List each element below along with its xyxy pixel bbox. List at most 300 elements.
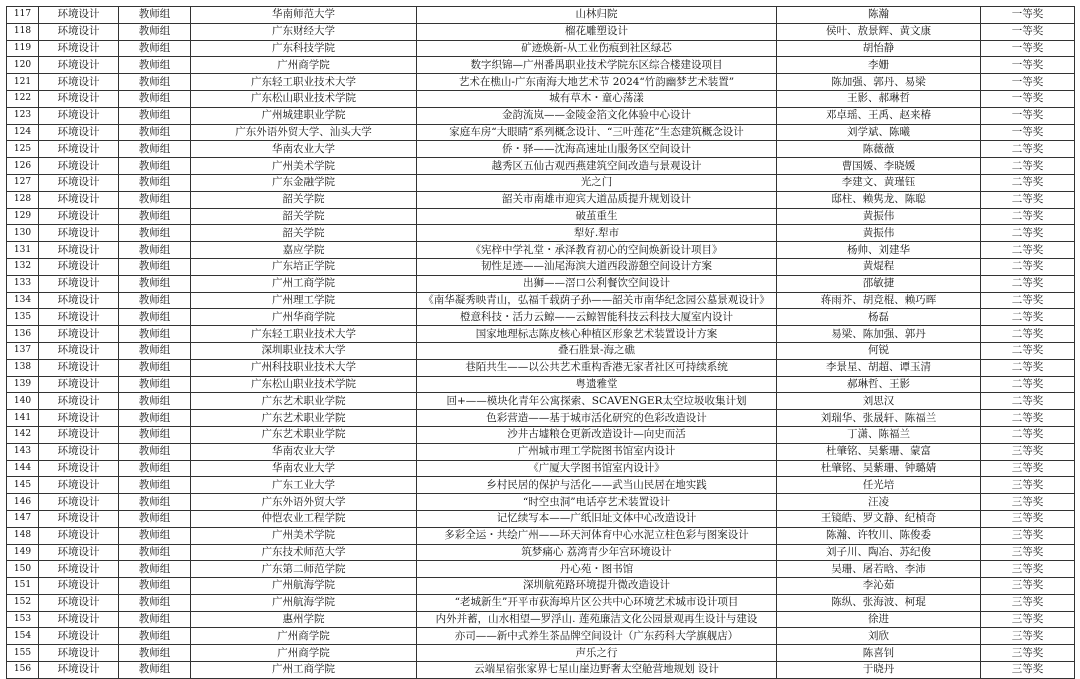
award-cell: 二等奖 (981, 242, 1075, 259)
group-cell: 教师组 (119, 141, 191, 158)
table-row (7, 124, 1075, 141)
group-cell: 教师组 (119, 611, 191, 628)
row-number: 135 (7, 309, 39, 326)
group-cell: 教师组 (119, 359, 191, 376)
group-cell: 教师组 (119, 510, 191, 527)
work-title-cell: 乡村民居的保护与活化——武当山民居在地实践 (417, 477, 777, 494)
work-title-cell: 光之门 (417, 174, 777, 191)
school-cell: 广东金融学院 (191, 174, 417, 191)
category-cell: 环境设计 (39, 477, 119, 494)
authors-cell: 易梁、陈加强、郭丹 (777, 326, 981, 343)
group-cell: 教师组 (119, 326, 191, 343)
row-number: 136 (7, 326, 39, 343)
authors-cell: 郝琳哲、王影 (777, 376, 981, 393)
group-cell: 教师组 (119, 174, 191, 191)
school-cell: 广东艺术职业学院 (191, 410, 417, 427)
row-number: 117 (7, 7, 39, 24)
group-cell: 教师组 (119, 460, 191, 477)
row-number: 141 (7, 410, 39, 427)
table-row (7, 40, 1075, 57)
work-title-cell: 亦司——新中式养生茶品牌空间设计（广东药科大学旗舰店） (417, 628, 777, 645)
school-cell: 广州理工学院 (191, 292, 417, 309)
authors-cell: 刘学斌、陈曦 (777, 124, 981, 141)
school-cell: 广东轻工职业技术大学 (191, 74, 417, 91)
row-number: 132 (7, 258, 39, 275)
work-title-cell: 出狮——滘口公利餐饮空间设计 (417, 275, 777, 292)
authors-cell: 杜肇铭、吴紫珊、钟璐婧 (777, 460, 981, 477)
school-cell: 广州科技职业技术大学 (191, 359, 417, 376)
group-cell: 教师组 (119, 107, 191, 124)
category-cell: 环境设计 (39, 494, 119, 511)
authors-cell: 王镜皓、罗文静、纪楨奇 (777, 510, 981, 527)
school-cell: 华南农业大学 (191, 460, 417, 477)
school-cell: 惠州学院 (191, 611, 417, 628)
group-cell: 教师组 (119, 74, 191, 91)
table-row (7, 611, 1075, 628)
award-cell: 三等奖 (981, 561, 1075, 578)
table-row (7, 477, 1075, 494)
authors-cell: 陈瀚、许牧川、陈俊委 (777, 527, 981, 544)
work-title-cell: 叠石胜景-海之礁 (417, 342, 777, 359)
award-cell: 二等奖 (981, 410, 1075, 427)
authors-cell: 黄振伟 (777, 225, 981, 242)
row-number: 150 (7, 561, 39, 578)
award-cell: 二等奖 (981, 158, 1075, 175)
table-row (7, 393, 1075, 410)
category-cell: 环境设计 (39, 292, 119, 309)
work-title-cell: 金韵流岚——金陵金箔文化体验中心设计 (417, 107, 777, 124)
authors-cell: 刘思汉 (777, 393, 981, 410)
row-number: 125 (7, 141, 39, 158)
table-row (7, 258, 1075, 275)
category-cell: 环境设计 (39, 258, 119, 275)
work-title-cell: 艺术在樵山-广东南海大地艺术节 2024“竹韵幽梦艺术装置” (417, 74, 777, 91)
category-cell: 环境设计 (39, 7, 119, 24)
award-cell: 三等奖 (981, 544, 1075, 561)
award-cell: 一等奖 (981, 7, 1075, 24)
category-cell: 环境设计 (39, 393, 119, 410)
school-cell: 广州美术学院 (191, 158, 417, 175)
table-row (7, 242, 1075, 259)
work-title-cell: 山林归院 (417, 7, 777, 24)
award-cell: 二等奖 (981, 208, 1075, 225)
award-cell: 二等奖 (981, 275, 1075, 292)
table-row (7, 342, 1075, 359)
work-title-cell: 韶关市南雄市迎宾大道品质提升规划设计 (417, 191, 777, 208)
category-cell: 环境设计 (39, 107, 119, 124)
group-cell: 教师组 (119, 275, 191, 292)
row-number: 153 (7, 611, 39, 628)
row-number: 144 (7, 460, 39, 477)
awards-table (6, 6, 1075, 679)
row-number: 146 (7, 494, 39, 511)
award-cell: 三等奖 (981, 460, 1075, 477)
school-cell: 仲恺农业工程学院 (191, 510, 417, 527)
table-row (7, 494, 1075, 511)
award-cell: 一等奖 (981, 40, 1075, 57)
category-cell: 环境设计 (39, 376, 119, 393)
table-row (7, 628, 1075, 645)
authors-cell: 刘欣 (777, 628, 981, 645)
authors-cell: 侯叶、敖景辉、黄文康 (777, 23, 981, 40)
row-number: 138 (7, 359, 39, 376)
authors-cell: 李景星、胡超、谭玉清 (777, 359, 981, 376)
group-cell: 教师组 (119, 208, 191, 225)
school-cell: 广州航海学院 (191, 578, 417, 595)
school-cell: 嘉应学院 (191, 242, 417, 259)
category-cell: 环境设计 (39, 628, 119, 645)
school-cell: 广州商学院 (191, 57, 417, 74)
row-number: 143 (7, 443, 39, 460)
row-number: 154 (7, 628, 39, 645)
award-cell: 三等奖 (981, 494, 1075, 511)
row-number: 137 (7, 342, 39, 359)
work-title-cell: 巷陌共生——以公共艺术重构香港无家者社区可持续系统 (417, 359, 777, 376)
school-cell: 广东艺术职业学院 (191, 426, 417, 443)
school-cell: 广州美术学院 (191, 527, 417, 544)
school-cell: 韶关学院 (191, 191, 417, 208)
table-body (7, 7, 1075, 679)
row-number: 139 (7, 376, 39, 393)
school-cell: 广东培正学院 (191, 258, 417, 275)
row-number: 134 (7, 292, 39, 309)
category-cell: 环境设计 (39, 225, 119, 242)
group-cell: 教师组 (119, 292, 191, 309)
work-title-cell: 沙井古墟粮仓更新改造设计—向史而活 (417, 426, 777, 443)
row-number: 126 (7, 158, 39, 175)
authors-cell: 黄振伟 (777, 208, 981, 225)
category-cell: 环境设计 (39, 23, 119, 40)
category-cell: 环境设计 (39, 208, 119, 225)
table-row (7, 527, 1075, 544)
group-cell: 教师组 (119, 410, 191, 427)
authors-cell: 陈纵、张海波、柯琨 (777, 594, 981, 611)
group-cell: 教师组 (119, 628, 191, 645)
award-cell: 二等奖 (981, 174, 1075, 191)
table-row (7, 174, 1075, 191)
category-cell: 环境设计 (39, 174, 119, 191)
row-number: 131 (7, 242, 39, 259)
group-cell: 教师组 (119, 393, 191, 410)
school-cell: 广州商学院 (191, 645, 417, 662)
award-cell: 三等奖 (981, 662, 1075, 679)
work-title-cell: 韧性足迹——汕尾海滨大道西段游憩空间设计方案 (417, 258, 777, 275)
group-cell: 教师组 (119, 376, 191, 393)
school-cell: 广东松山职业技术学院 (191, 376, 417, 393)
group-cell: 教师组 (119, 645, 191, 662)
work-title-cell: 越秀区五仙古观西燕建筑空间改造与景观设计 (417, 158, 777, 175)
authors-cell: 李沁茹 (777, 578, 981, 595)
school-cell: 广东艺术职业学院 (191, 393, 417, 410)
award-cell: 二等奖 (981, 393, 1075, 410)
authors-cell: 陈瀚 (777, 7, 981, 24)
category-cell: 环境设计 (39, 40, 119, 57)
category-cell: 环境设计 (39, 510, 119, 527)
category-cell: 环境设计 (39, 544, 119, 561)
work-title-cell: 色彩营造——基于城市活化研究的色彩改造设计 (417, 410, 777, 427)
table-row (7, 426, 1075, 443)
row-number: 145 (7, 477, 39, 494)
row-number: 124 (7, 124, 39, 141)
award-cell: 三等奖 (981, 477, 1075, 494)
row-number: 152 (7, 594, 39, 611)
work-title-cell: 记忆续写本——广纸旧址文体中心改造设计 (417, 510, 777, 527)
group-cell: 教师组 (119, 191, 191, 208)
school-cell: 广东轻工职业技术大学 (191, 326, 417, 343)
group-cell: 教师组 (119, 258, 191, 275)
row-number: 148 (7, 527, 39, 544)
award-cell: 三等奖 (981, 578, 1075, 595)
category-cell: 环境设计 (39, 359, 119, 376)
work-title-cell: 《广厦大学图书馆室内设计》 (417, 460, 777, 477)
school-cell: 广东工业大学 (191, 477, 417, 494)
group-cell: 教师组 (119, 578, 191, 595)
category-cell: 环境设计 (39, 74, 119, 91)
category-cell: 环境设计 (39, 578, 119, 595)
group-cell: 教师组 (119, 594, 191, 611)
table-row (7, 158, 1075, 175)
school-cell: 广东外语外贸大学、汕头大学 (191, 124, 417, 141)
school-cell: 广州航海学院 (191, 594, 417, 611)
authors-cell: 徐进 (777, 611, 981, 628)
award-cell: 三等奖 (981, 527, 1075, 544)
group-cell: 教师组 (119, 40, 191, 57)
authors-cell: 黄焜程 (777, 258, 981, 275)
row-number: 142 (7, 426, 39, 443)
row-number: 123 (7, 107, 39, 124)
award-cell: 二等奖 (981, 141, 1075, 158)
row-number: 119 (7, 40, 39, 57)
work-title-cell: 《南华凝秀映青山，弘福千载荫子孙——韶关市南华纪念园公墓景观设计》 (417, 292, 777, 309)
school-cell: 广东松山职业技术学院 (191, 90, 417, 107)
table-row (7, 90, 1075, 107)
group-cell: 教师组 (119, 342, 191, 359)
row-number: 147 (7, 510, 39, 527)
table-row (7, 443, 1075, 460)
authors-cell: 李建文、黄瑾钰 (777, 174, 981, 191)
award-cell: 二等奖 (981, 309, 1075, 326)
category-cell: 环境设计 (39, 342, 119, 359)
authors-cell: 刘瑞华、张晟轩、陈福兰 (777, 410, 981, 427)
authors-cell: 刘子川、陶冶、苏纪俊 (777, 544, 981, 561)
work-title-cell: 深圳航苑路环境提升微改造设计 (417, 578, 777, 595)
authors-cell: 王影、郝琳哲 (777, 90, 981, 107)
work-title-cell: 橙意科技・活力云鲸——云鲸智能科技云科技大厦室内设计 (417, 309, 777, 326)
award-cell: 二等奖 (981, 191, 1075, 208)
award-cell: 二等奖 (981, 376, 1075, 393)
group-cell: 教师组 (119, 23, 191, 40)
authors-cell: 邵敏捷 (777, 275, 981, 292)
table-row (7, 74, 1075, 91)
group-cell: 教师组 (119, 561, 191, 578)
table-row (7, 359, 1075, 376)
group-cell: 教师组 (119, 662, 191, 679)
row-number: 118 (7, 23, 39, 40)
table-row (7, 107, 1075, 124)
table-row (7, 544, 1075, 561)
award-cell: 三等奖 (981, 443, 1075, 460)
authors-cell: 陈加强、郭丹、易梁 (777, 74, 981, 91)
school-cell: 广州华商学院 (191, 309, 417, 326)
award-cell: 三等奖 (981, 628, 1075, 645)
award-cell: 二等奖 (981, 258, 1075, 275)
award-cell: 二等奖 (981, 342, 1075, 359)
award-cell: 一等奖 (981, 74, 1075, 91)
table-row (7, 57, 1075, 74)
work-title-cell: 犁好.犁市 (417, 225, 777, 242)
work-title-cell: 城有草木・童心荡漾 (417, 90, 777, 107)
award-cell: 一等奖 (981, 90, 1075, 107)
award-cell: 三等奖 (981, 510, 1075, 527)
authors-cell: 胡怡静 (777, 40, 981, 57)
award-cell: 二等奖 (981, 326, 1075, 343)
work-title-cell: 回+——模块化青年公寓探索、SCAVENGER太空垃圾收集计划 (417, 393, 777, 410)
authors-cell: 曹国媛、李晓媛 (777, 158, 981, 175)
award-cell: 一等奖 (981, 124, 1075, 141)
table-row (7, 510, 1075, 527)
work-title-cell: 丹心苑・图书馆 (417, 561, 777, 578)
work-title-cell: 国家地理标志陈皮核心种植区形象艺术装置设计方案 (417, 326, 777, 343)
work-title-cell: 《宪梓中学礼堂・承泽教育初心的空间焕新设计项目》 (417, 242, 777, 259)
authors-cell: 陈薇薇 (777, 141, 981, 158)
category-cell: 环境设计 (39, 326, 119, 343)
award-cell: 一等奖 (981, 23, 1075, 40)
school-cell: 广东第二师范学院 (191, 561, 417, 578)
row-number: 140 (7, 393, 39, 410)
category-cell: 环境设计 (39, 561, 119, 578)
school-cell: 广东外语外贸大学 (191, 494, 417, 511)
table-row (7, 662, 1075, 679)
award-cell: 三等奖 (981, 611, 1075, 628)
group-cell: 教师组 (119, 527, 191, 544)
authors-cell: 丁潇、陈福兰 (777, 426, 981, 443)
school-cell: 华南农业大学 (191, 141, 417, 158)
school-cell: 广州工商学院 (191, 662, 417, 679)
table-row (7, 208, 1075, 225)
row-number: 133 (7, 275, 39, 292)
category-cell: 环境设计 (39, 645, 119, 662)
category-cell: 环境设计 (39, 158, 119, 175)
award-cell: 二等奖 (981, 359, 1075, 376)
school-cell: 深圳职业技术大学 (191, 342, 417, 359)
work-title-cell: 榴花雕塑设计 (417, 23, 777, 40)
authors-cell: 邸柱、赖隽龙、陈聪 (777, 191, 981, 208)
table-row (7, 292, 1075, 309)
row-number: 120 (7, 57, 39, 74)
category-cell: 环境设计 (39, 662, 119, 679)
authors-cell: 于晓丹 (777, 662, 981, 679)
category-cell: 环境设计 (39, 426, 119, 443)
work-title-cell: 云端星宿张家界七星山崖边野奢太空舱营地规划 设计 (417, 662, 777, 679)
authors-cell: 李姗 (777, 57, 981, 74)
group-cell: 教师组 (119, 242, 191, 259)
authors-cell: 蒋雨芥、胡竞棍、赖巧晖 (777, 292, 981, 309)
category-cell: 环境设计 (39, 527, 119, 544)
category-cell: 环境设计 (39, 57, 119, 74)
table-row (7, 410, 1075, 427)
table-row (7, 326, 1075, 343)
category-cell: 环境设计 (39, 611, 119, 628)
group-cell: 教师组 (119, 426, 191, 443)
category-cell: 环境设计 (39, 309, 119, 326)
school-cell: 华南农业大学 (191, 443, 417, 460)
category-cell: 环境设计 (39, 191, 119, 208)
category-cell: 环境设计 (39, 594, 119, 611)
row-number: 127 (7, 174, 39, 191)
school-cell: 华南师范大学 (191, 7, 417, 24)
work-title-cell: 内外并蓄，山水相望—罗浮山. 莲苑廉洁文化公园景观再生设计与建设 (417, 611, 777, 628)
authors-cell: 吴珊、屠若晗、李沛 (777, 561, 981, 578)
school-cell: 韶关学院 (191, 225, 417, 242)
category-cell: 环境设计 (39, 242, 119, 259)
work-title-cell: “时空虫洞”电话亭艺术装置设计 (417, 494, 777, 511)
work-title-cell: 破茧重生 (417, 208, 777, 225)
award-cell: 二等奖 (981, 292, 1075, 309)
row-number: 151 (7, 578, 39, 595)
work-title-cell: 多彩全运・共绘广州——环天河体育中心水泥立柱色彩与图案设计 (417, 527, 777, 544)
row-number: 122 (7, 90, 39, 107)
authors-cell: 陈喜钊 (777, 645, 981, 662)
work-title-cell: 粤遗雅堂 (417, 376, 777, 393)
category-cell: 环境设计 (39, 275, 119, 292)
authors-cell: 杨磊 (777, 309, 981, 326)
group-cell: 教师组 (119, 90, 191, 107)
row-number: 156 (7, 662, 39, 679)
table-row (7, 7, 1075, 24)
table-row (7, 309, 1075, 326)
table-row (7, 645, 1075, 662)
table-row (7, 275, 1075, 292)
table-row (7, 460, 1075, 477)
table-row (7, 561, 1075, 578)
row-number: 129 (7, 208, 39, 225)
work-title-cell: 数字织锦—广州番禺职业技术学院东区综合楼建设项目 (417, 57, 777, 74)
table-row (7, 578, 1075, 595)
authors-cell: 杨帅、刘建华 (777, 242, 981, 259)
award-cell: 二等奖 (981, 426, 1075, 443)
authors-cell: 任光培 (777, 477, 981, 494)
award-cell: 三等奖 (981, 594, 1075, 611)
group-cell: 教师组 (119, 57, 191, 74)
school-cell: 广东科技学院 (191, 40, 417, 57)
group-cell: 教师组 (119, 494, 191, 511)
work-title-cell: 家庭车房“大眼睛”系列概念设计、“三叶莲花”生态建筑概念设计 (417, 124, 777, 141)
work-title-cell: 矿迹焕新-从工业伤痕到社区绿芯 (417, 40, 777, 57)
award-cell: 一等奖 (981, 107, 1075, 124)
category-cell: 环境设计 (39, 410, 119, 427)
category-cell: 环境设计 (39, 443, 119, 460)
school-cell: 广州商学院 (191, 628, 417, 645)
table-row (7, 141, 1075, 158)
work-title-cell: “老城新生”开平市荻海埠片区公共中心环境艺术城市设计项目 (417, 594, 777, 611)
school-cell: 韶关学院 (191, 208, 417, 225)
row-number: 128 (7, 191, 39, 208)
authors-cell: 邓卓瑶、王禹、赵来椿 (777, 107, 981, 124)
category-cell: 环境设计 (39, 460, 119, 477)
row-number: 149 (7, 544, 39, 561)
work-title-cell: 筑梦痛心 荔湾青少年宫环境设计 (417, 544, 777, 561)
award-cell: 一等奖 (981, 57, 1075, 74)
table-row (7, 376, 1075, 393)
table-row (7, 23, 1075, 40)
group-cell: 教师组 (119, 443, 191, 460)
work-title-cell: 侨・驿——沈海高速址山服务区空间设计 (417, 141, 777, 158)
authors-cell: 杜肇铭、吴紫珊、蒙富 (777, 443, 981, 460)
group-cell: 教师组 (119, 158, 191, 175)
school-cell: 广州城建职业学院 (191, 107, 417, 124)
group-cell: 教师组 (119, 544, 191, 561)
school-cell: 广东财经大学 (191, 23, 417, 40)
